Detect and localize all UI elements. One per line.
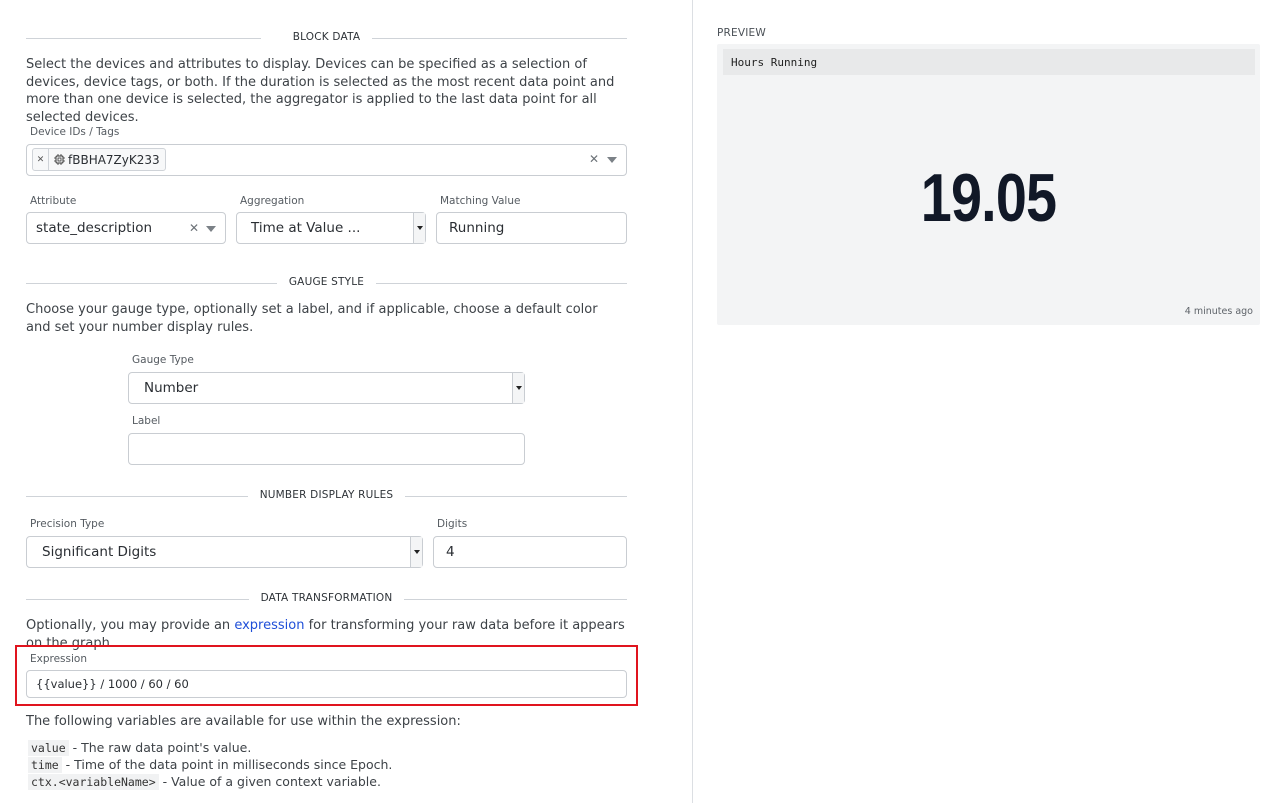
- preview-title: Hours Running: [723, 49, 1255, 75]
- variable-value-line: [28, 740, 251, 755]
- aggregation-select[interactable]: [236, 212, 426, 244]
- attribute-value: state_description: [36, 220, 153, 236]
- variable-value-code: value: [28, 740, 69, 756]
- matching-value-input[interactable]: [436, 212, 627, 244]
- block-data-description: Select the devices and attributes to display. Devices can be specified as a selection of devices, device tags, or both. If the duration is selected as the most recent data point and more than one device is selected, the aggregator is applied to the last data point for all selected devices.: [26, 57, 615, 125]
- expression-label: Expression: [30, 653, 87, 665]
- attribute-label: Attribute: [30, 195, 77, 207]
- matching-value-label: Matching Value: [440, 195, 521, 207]
- gauge-type-arrow-icon[interactable]: [512, 373, 524, 403]
- gauge-label-input[interactable]: [128, 433, 525, 465]
- digits-input[interactable]: [433, 536, 627, 568]
- attribute-dropdown-icon[interactable]: [206, 226, 216, 232]
- expression-value: {{value}} / 1000 / 60 / 60: [36, 677, 189, 691]
- digits-label: Digits: [437, 518, 468, 530]
- chip-icon: [54, 154, 65, 165]
- variable-time-line: [28, 757, 392, 772]
- gauge-type-value: Number: [144, 380, 199, 396]
- variable-ctx-code: ctx.<variableName>: [28, 774, 159, 790]
- gauge-type-select[interactable]: [128, 372, 525, 404]
- variable-time-code: time: [28, 757, 62, 773]
- block-data-heading: BLOCK DATA: [26, 31, 627, 45]
- aggregation-value: Time at Value ...: [251, 220, 361, 236]
- preview-value: 19.05: [920, 160, 1057, 236]
- expression-input[interactable]: [26, 670, 627, 698]
- number-display-rules-heading: NUMBER DISPLAY RULES: [26, 489, 627, 503]
- device-tag: [32, 148, 166, 171]
- matching-value-text: Running: [449, 220, 505, 236]
- variables-intro: The following variables are available for use within the expression:: [26, 714, 461, 729]
- digits-value: 4: [446, 544, 455, 560]
- transformation-desc-before: Optionally, you may provide an: [26, 618, 235, 633]
- variable-value-desc: - The raw data point's value.: [68, 740, 252, 755]
- device-dropdown-icon[interactable]: [607, 157, 617, 163]
- gauge-style-description: Choose your gauge type, optionally set a label, and if applicable, choose a default color and set your number display rules.: [26, 302, 598, 335]
- preview-heading: PREVIEW: [717, 27, 766, 39]
- variable-ctx-line: [28, 774, 381, 789]
- preview-card: [717, 44, 1260, 325]
- precision-type-value: Significant Digits: [42, 544, 157, 560]
- remove-tag-icon[interactable]: ✕: [33, 149, 49, 170]
- variable-ctx-desc: - Value of a given context variable.: [158, 774, 381, 789]
- device-tag-label: fBBHA7ZyK233: [68, 152, 160, 167]
- aggregation-arrow-icon[interactable]: [413, 213, 425, 243]
- precision-arrow-icon[interactable]: [410, 537, 422, 567]
- gauge-label-label: Label: [132, 415, 161, 427]
- clear-attribute-icon[interactable]: ✕: [189, 221, 200, 235]
- gauge-style-heading: GAUGE STYLE: [26, 276, 627, 290]
- expression-link[interactable]: expression: [234, 618, 305, 633]
- data-transformation-heading: DATA TRANSFORMATION: [26, 592, 627, 606]
- preview-timestamp: 4 minutes ago: [1184, 306, 1253, 317]
- device-ids-label: Device IDs / Tags: [30, 126, 120, 138]
- gauge-type-label: Gauge Type: [132, 354, 194, 366]
- variable-time-desc: - Time of the data point in milliseconds since Epoch.: [61, 757, 393, 772]
- transformation-desc-after: for transforming your raw data before it appears on the graph.: [26, 618, 625, 651]
- preview-panel: [693, 0, 1280, 803]
- clear-devices-icon[interactable]: ✕: [589, 152, 600, 166]
- precision-type-select[interactable]: [26, 536, 423, 568]
- precision-type-label: Precision Type: [30, 518, 105, 530]
- aggregation-label: Aggregation: [240, 195, 305, 207]
